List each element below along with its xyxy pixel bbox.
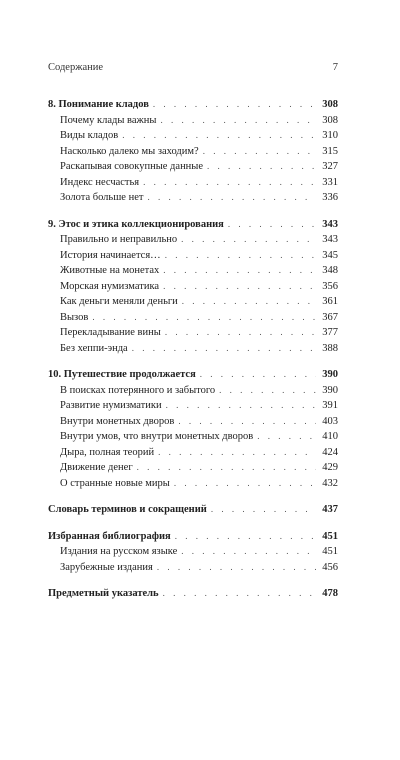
toc-entry-page: 343 [322, 218, 338, 230]
toc-entry-page: 361 [322, 296, 338, 307]
toc-entry-title: Виды кладов [60, 130, 119, 141]
toc-subsection[interactable] [48, 144, 338, 160]
dot-leader [163, 586, 316, 602]
toc-subsection[interactable] [48, 190, 338, 206]
section-gap [48, 356, 338, 367]
toc-entry-title: Словарь терминов и сокращений [48, 504, 207, 515]
toc-section[interactable] [48, 586, 338, 602]
toc-subsection[interactable] [48, 414, 338, 430]
toc-subsection[interactable] [48, 279, 338, 295]
table-of-contents [48, 97, 338, 602]
dot-leader [158, 445, 316, 461]
dot-leader [165, 248, 316, 264]
dot-leader [163, 279, 316, 295]
toc-subsection[interactable] [48, 398, 338, 414]
toc-entry-title: 9. Этос и этика коллекционирования [48, 218, 224, 230]
dot-leader [181, 232, 316, 248]
page-number: 7 [332, 62, 338, 73]
toc-entry-page: 424 [322, 446, 338, 458]
toc-subsection[interactable] [48, 159, 338, 175]
dot-leader [163, 263, 316, 279]
toc-entry-page: 478 [322, 588, 338, 599]
section-gap [48, 491, 338, 502]
dot-leader [178, 414, 316, 430]
toc-entry-page: 327 [322, 161, 338, 172]
toc-entry-title: Правильно и неправильно [60, 234, 178, 245]
toc-subsection[interactable] [48, 310, 338, 326]
toc-entry-page: 315 [322, 145, 338, 157]
dot-leader [165, 325, 316, 341]
toc-entry-title: Внутри монетных дворов [60, 415, 175, 427]
dot-leader [160, 113, 316, 129]
toc-entry-page: 356 [322, 280, 338, 292]
toc-subsection[interactable] [48, 383, 338, 399]
toc-section[interactable] [48, 217, 338, 233]
toc-entry-page: 390 [322, 384, 338, 396]
toc-subsection[interactable] [48, 113, 338, 129]
toc-subsection[interactable] [48, 341, 338, 357]
dot-leader [181, 544, 316, 560]
toc-subsection[interactable] [48, 460, 338, 476]
dot-leader [200, 367, 316, 383]
toc-entry-page: 390 [322, 369, 338, 380]
toc-subsection[interactable] [48, 429, 338, 445]
dot-leader [147, 190, 316, 206]
toc-entry-page: 308 [322, 114, 338, 126]
toc-entry-title: Золота больше нет [60, 192, 144, 203]
toc-entry-page: 429 [322, 462, 338, 473]
dot-leader [207, 159, 316, 175]
section-gap [48, 518, 338, 529]
dot-leader [211, 502, 316, 518]
toc-subsection[interactable] [48, 128, 338, 144]
dot-leader [182, 294, 316, 310]
toc-entry-title: Внутри умов, что внутри монетных дворов [60, 431, 254, 442]
section-gap [48, 206, 338, 217]
toc-entry-title: Движение денег [60, 462, 133, 473]
toc-subsection[interactable] [48, 445, 338, 461]
toc-entry-page: 432 [322, 477, 338, 489]
toc-entry-title: 8. Понимание кладов [48, 99, 149, 110]
toc-entry-title: Избранная библиография [48, 530, 171, 542]
toc-entry-title: Раскапывая совокупные данные [60, 161, 204, 172]
toc-entry-page: 367 [322, 311, 338, 323]
toc-entry-title: Издания на русском языке [60, 546, 178, 557]
toc-section[interactable] [48, 367, 338, 383]
dot-leader [257, 429, 316, 445]
toc-entry-page: 348 [322, 265, 338, 276]
toc-subsection[interactable] [48, 544, 338, 560]
toc-section[interactable] [48, 529, 338, 545]
toc-entry-title: О странные новые миры [60, 477, 170, 489]
dot-leader [122, 128, 316, 144]
dot-leader [153, 97, 316, 113]
toc-entry-title: Перекладывание вины [60, 327, 161, 338]
toc-entry-title: Как деньги меняли деньги [60, 296, 178, 307]
dot-leader [175, 529, 316, 545]
toc-entry-page: 403 [322, 415, 338, 427]
toc-entry-page: 336 [322, 192, 338, 203]
toc-entry-title: Дыра, полная теорий [60, 446, 155, 458]
toc-entry-page: 451 [322, 530, 338, 542]
toc-entry-page: 345 [322, 249, 338, 261]
toc-entry-title: История начинается… [60, 249, 161, 261]
toc-subsection[interactable] [48, 560, 338, 576]
section-gap [48, 575, 338, 586]
toc-entry-title: Предметный указатель [48, 588, 159, 599]
toc-entry-title: Вызов [60, 311, 89, 323]
dot-leader [228, 217, 316, 233]
toc-entry-title: В поисках потерянного и забытого [60, 384, 216, 396]
dot-leader [157, 560, 316, 576]
toc-entry-title: Индекс несчастья [60, 176, 140, 188]
running-head [48, 62, 338, 73]
toc-entry-page: 343 [322, 234, 338, 245]
toc-entry-page: 308 [322, 99, 338, 110]
toc-subsection[interactable] [48, 248, 338, 264]
dot-leader [137, 460, 316, 476]
toc-subsection[interactable] [48, 325, 338, 341]
toc-entry-page: 377 [322, 327, 338, 338]
toc-section[interactable] [48, 97, 338, 113]
toc-subsection[interactable] [48, 476, 338, 492]
dot-leader [92, 310, 316, 326]
toc-entry-title: 10. Путешествие продолжается [48, 369, 196, 380]
toc-entry-page: 388 [322, 342, 338, 354]
toc-entry-title: Морская нумизматика [60, 280, 160, 292]
toc-entry-title: Без хеппи-энда [60, 342, 128, 354]
dot-leader [166, 398, 316, 414]
toc-subsection[interactable] [48, 263, 338, 279]
toc-subsection[interactable] [48, 294, 338, 310]
toc-entry-page: 331 [322, 176, 338, 188]
toc-entry-page: 310 [322, 130, 338, 141]
dot-leader [203, 144, 316, 160]
toc-entry-page: 451 [322, 546, 338, 557]
toc-entry-title: Почему клады важны [60, 114, 157, 126]
running-head-title: Содержание [48, 62, 104, 73]
toc-subsection[interactable] [48, 175, 338, 191]
toc-entry-page: 410 [322, 431, 338, 442]
toc-entry-title: Насколько далеко мы заходим? [60, 145, 199, 157]
toc-entry-page: 437 [322, 504, 338, 515]
toc-subsection[interactable] [48, 232, 338, 248]
dot-leader [174, 476, 316, 492]
toc-entry-page: 456 [322, 561, 338, 573]
dot-leader [219, 383, 316, 399]
dot-leader [132, 341, 316, 357]
toc-section[interactable] [48, 502, 338, 518]
toc-entry-title: Развитие нумизматики [60, 400, 162, 411]
dot-leader [143, 175, 316, 191]
toc-entry-title: Животные на монетах [60, 265, 160, 276]
toc-entry-title: Зарубежные издания [60, 561, 153, 573]
toc-entry-page: 391 [322, 400, 338, 411]
